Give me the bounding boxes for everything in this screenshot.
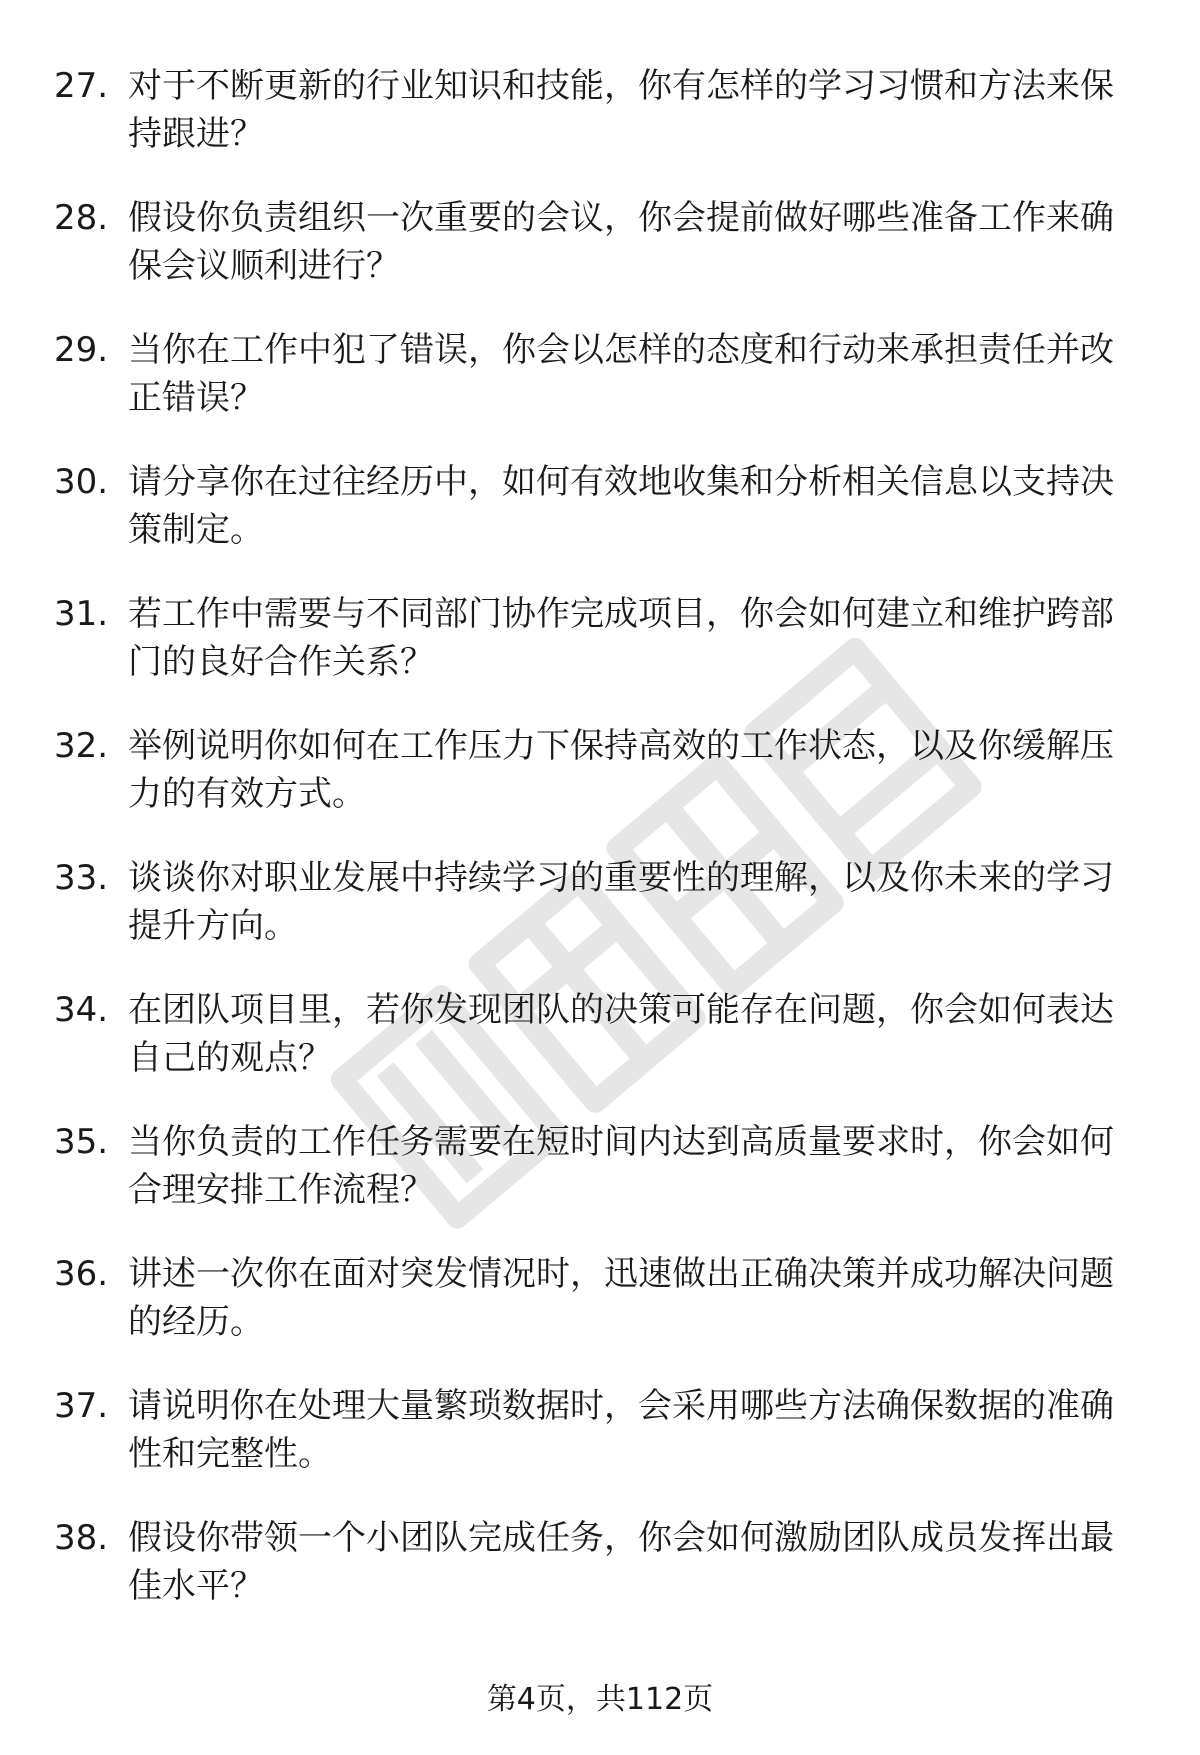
question-list <box>0 62 1200 1646</box>
question-text: 对于不断更新的行业知识和技能，你有怎样的学习习惯和方法来保持跟进？ <box>128 66 1114 154</box>
question-text: 请说明你在处理大量繁琐数据时，会采用哪些方法确保数据的准确性和完整性。 <box>128 1386 1114 1474</box>
question-number: 34. <box>54 990 109 1030</box>
question-number: 35. <box>54 1122 109 1162</box>
question-item <box>0 62 1200 194</box>
question-item <box>0 1118 1200 1250</box>
question-number: 27. <box>54 66 109 106</box>
question-text: 若工作中需要与不同部门协作完成项目，你会如何建立和维护跨部门的良好合作关系？ <box>128 594 1114 682</box>
question-text: 举例说明你如何在工作压力下保持高效的工作状态，以及你缓解压力的有效方式。 <box>128 726 1114 814</box>
question-number: 38. <box>54 1518 109 1558</box>
question-number: 29. <box>54 330 109 370</box>
question-text: 讲述一次你在面对突发情况时，迅速做出正确决策并成功解决问题的经历。 <box>128 1254 1114 1342</box>
question-number: 37. <box>54 1386 109 1426</box>
question-number: 30. <box>54 462 109 502</box>
question-text: 当你负责的工作任务需要在短时间内达到高质量要求时，你会如何合理安排工作流程？ <box>128 1122 1114 1210</box>
question-item <box>0 722 1200 854</box>
question-item <box>0 986 1200 1118</box>
question-text: 请分享你在过往经历中，如何有效地收集和分析相关信息以支持决策制定。 <box>128 462 1114 550</box>
question-number: 28. <box>54 198 109 238</box>
question-text: 当你在工作中犯了错误，你会以怎样的态度和行动来承担责任并改正错误？ <box>128 330 1114 418</box>
question-text: 假设你带领一个小团队完成任务，你会如何激励团队成员发挥出最佳水平？ <box>128 1518 1114 1606</box>
question-text: 假设你负责组织一次重要的会议，你会提前做好哪些准备工作来确保会议顺利进行？ <box>128 198 1114 286</box>
question-item <box>0 326 1200 458</box>
question-number: 33. <box>54 858 109 898</box>
question-number: 36. <box>54 1254 109 1294</box>
question-item <box>0 1514 1200 1646</box>
question-item <box>0 458 1200 590</box>
question-item <box>0 1382 1200 1514</box>
question-number: 32. <box>54 726 109 766</box>
question-text: 在团队项目里，若你发现团队的决策可能存在问题，你会如何表达自己的观点？ <box>128 990 1114 1078</box>
question-item <box>0 1250 1200 1382</box>
question-number: 31. <box>54 594 109 634</box>
page-footer: 第4页，共112页 <box>486 1682 714 1717</box>
question-item <box>0 854 1200 986</box>
question-item <box>0 590 1200 722</box>
question-item <box>0 194 1200 326</box>
question-text: 谈谈你对职业发展中持续学习的重要性的理解，以及你未来的学习提升方向。 <box>128 858 1114 946</box>
